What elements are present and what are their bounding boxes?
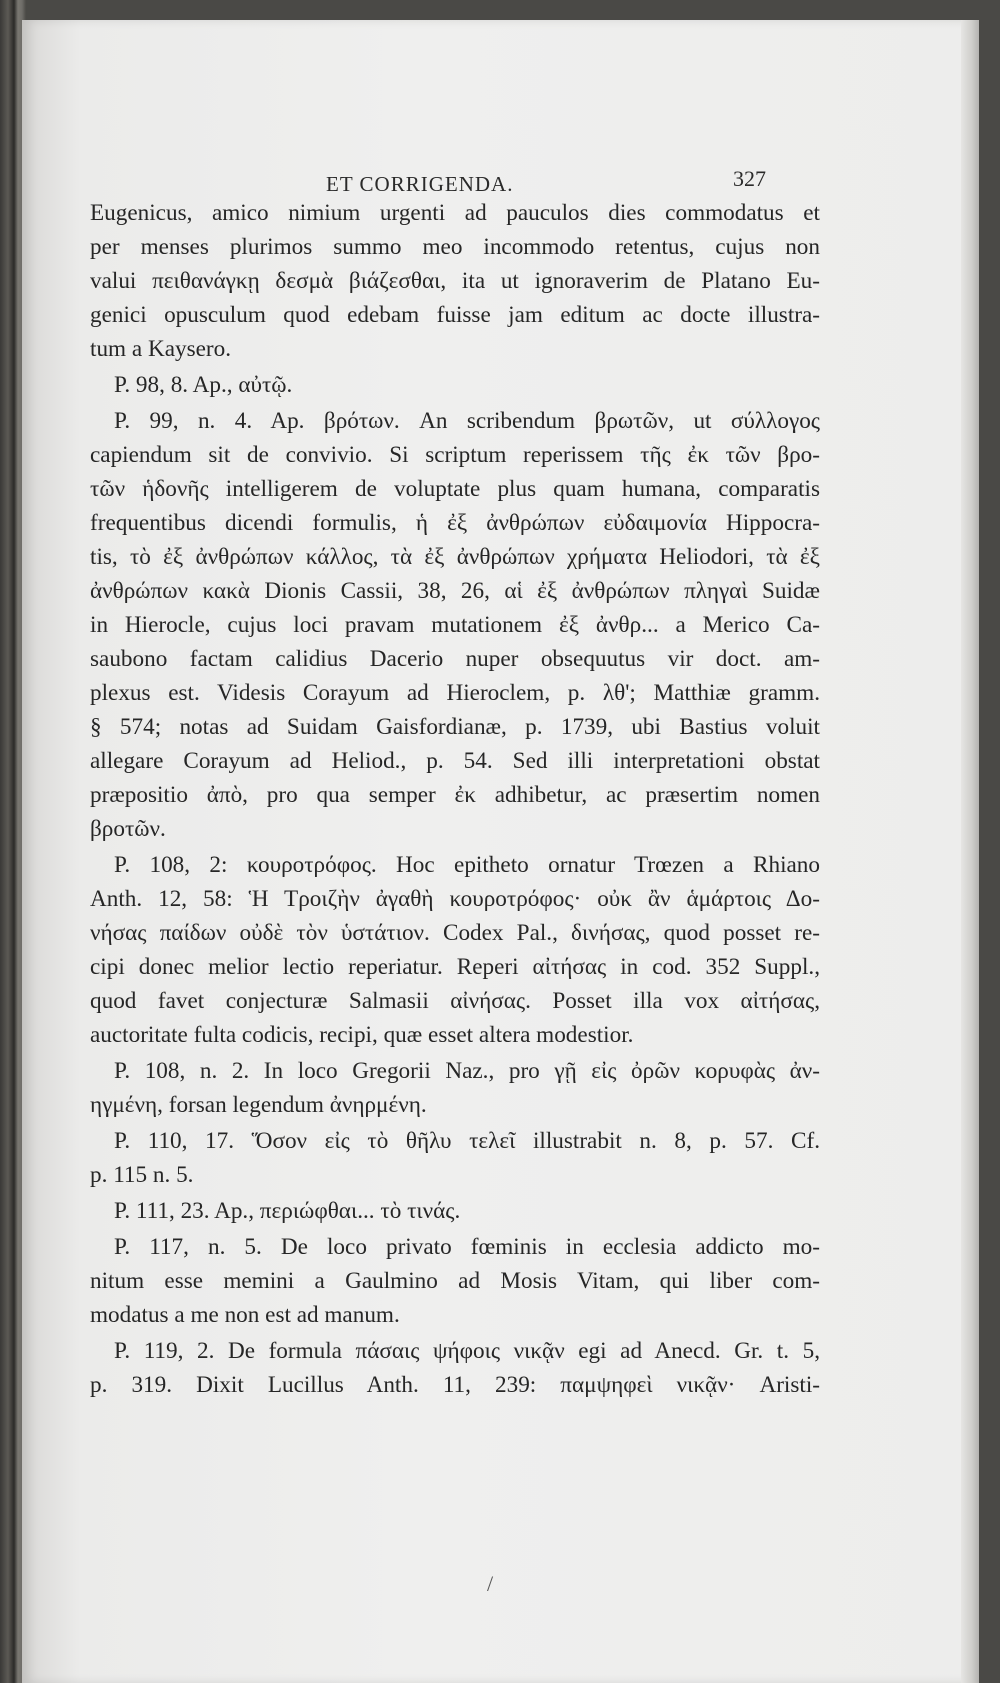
text-line: allegare Corayum ad Heliod., p. 54. Sed illi interpretationi obstat — [90, 748, 820, 774]
text-line: § 574; notas ad Suidam Gaisfordianæ, p. 1739, ubi Bastius voluit — [90, 714, 820, 740]
text-line: frequentibus dicendi formulis, ἡ ἐξ ἀνθρώπων εὐδαιμονία Hippocra- — [90, 510, 820, 536]
text-line: quod favet conjecturæ Salmasii αἰνήσας. Posset illa vox αἰτήσας, — [90, 988, 820, 1014]
page-number: 327 — [733, 166, 766, 191]
text-line: Eugenicus, amico nimium urgenti ad pauculos dies commodatus et — [90, 200, 820, 226]
text-line: tum a Kaysero. — [90, 336, 232, 362]
text-line: valui πειθανάγκῃ δεσμὰ βιάζεσθαι, ita ut ignoraverim de Platano Eu- — [90, 268, 820, 294]
text-line: præpositio ἀπὸ, pro qua semper ἐκ adhibetur, ac præsertim nomen — [90, 782, 820, 808]
text-line: βροτῶν. — [90, 816, 166, 842]
text-line: nitum esse memini a Gaulmino ad Mosis Vitam, qui liber com- — [90, 1268, 820, 1294]
text-line: cipi donec melior lectio reperiatur. Reperi αἰτήσας in cod. 352 Suppl., — [90, 954, 820, 980]
text-line: saubono factam calidius Dacerio nuper obsequutus vir doct. am- — [90, 646, 820, 672]
text-line: P. 108, 2: κουροτρόφος. Hoc epitheto ornatur Trœzen a Rhiano — [114, 852, 820, 878]
text-line: P. 119, 2. De formula πάσαις ψήφοις νικᾷν egi ad Anecd. Gr. t. 5, — [114, 1338, 820, 1364]
text-line: νήσας παίδων οὐδὲ τὸν ὑστάτιον. Codex Pal., δινήσας, quod posset re- — [90, 920, 820, 946]
text-line: P. 110, 17. Ὅσον εἰς τὸ θῆλυ τελεῖ illustrabit n. 8, p. 57. Cf. — [114, 1128, 820, 1154]
text-line: P. 117, n. 5. De loco privato fœminis in ecclesia addicto mo- — [114, 1234, 820, 1260]
text-line: genici opusculum quod edebam fuisse jam editum ac docte illustra- — [90, 302, 820, 328]
running-head: ET CORRIGENDA. — [326, 172, 514, 196]
text-line: plexus est. Videsis Corayum ad Hieroclem, p. λθ'; Matthiæ gramm. — [90, 680, 820, 706]
text-line: auctoritate fulta codicis, recipi, quæ esset altera modestior. — [90, 1022, 634, 1048]
text-line: in Hierocle, cujus loci pravam mutationem ἐξ ἀνθρ... a Merico Ca- — [90, 612, 820, 638]
text-line: per menses plurimos summo meo incommodo retentus, cujus non — [90, 234, 820, 260]
text-line: capiendum sit de convivio. Si scriptum reperissem τῆς ἐκ τῶν βρο- — [90, 442, 820, 468]
text-line: ηγμένη, forsan legendum ἀνηρμένη. — [90, 1092, 427, 1118]
text-line: P. 99, n. 4. Ap. βρότων. An scribendum βρωτῶν, ut σύλλογος — [114, 408, 820, 434]
page-edge — [961, 20, 979, 1683]
text-line: p. 319. Dixit Lucillus Anth. 11, 239: παμψηφεὶ νικᾷν· Aristi- — [90, 1372, 820, 1398]
text-line: P. 111, 23. Ap., περιώφθαι... τὸ τινάς. — [114, 1198, 461, 1224]
text-line: P. 98, 8. Ap., αὐτῷ. — [114, 372, 293, 398]
text-line: tis, τὸ ἐξ ἀνθρώπων κάλλος, τὰ ἐξ ἀνθρώπων χρήματα Heliodori, τὰ ἐξ — [90, 544, 820, 570]
text-line: modatus a me non est ad manum. — [90, 1302, 400, 1328]
text-line: ἀνθρώπων κακὰ Dionis Cassii, 38, 26, αἱ ἐξ ἀνθρώπων πληγαὶ Suidæ — [90, 578, 820, 604]
text-line: Anth. 12, 58: Ἡ Τροιζὴν ἀγαθὴ κουροτρόφος· οὐκ ἂν ἁμάρτοις Δο- — [90, 886, 820, 912]
margin-mark: / — [487, 1571, 494, 1596]
text-line: P. 108, n. 2. In loco Gregorii Naz., pro γῇ εἰς ὀρῶν κορυφὰς ἀν- — [114, 1058, 820, 1084]
text-line: p. 115 n. 5. — [90, 1162, 194, 1188]
text-line: τῶν ἡδονῆς intelligerem de voluptate plus quam humana, comparatis — [90, 476, 820, 502]
